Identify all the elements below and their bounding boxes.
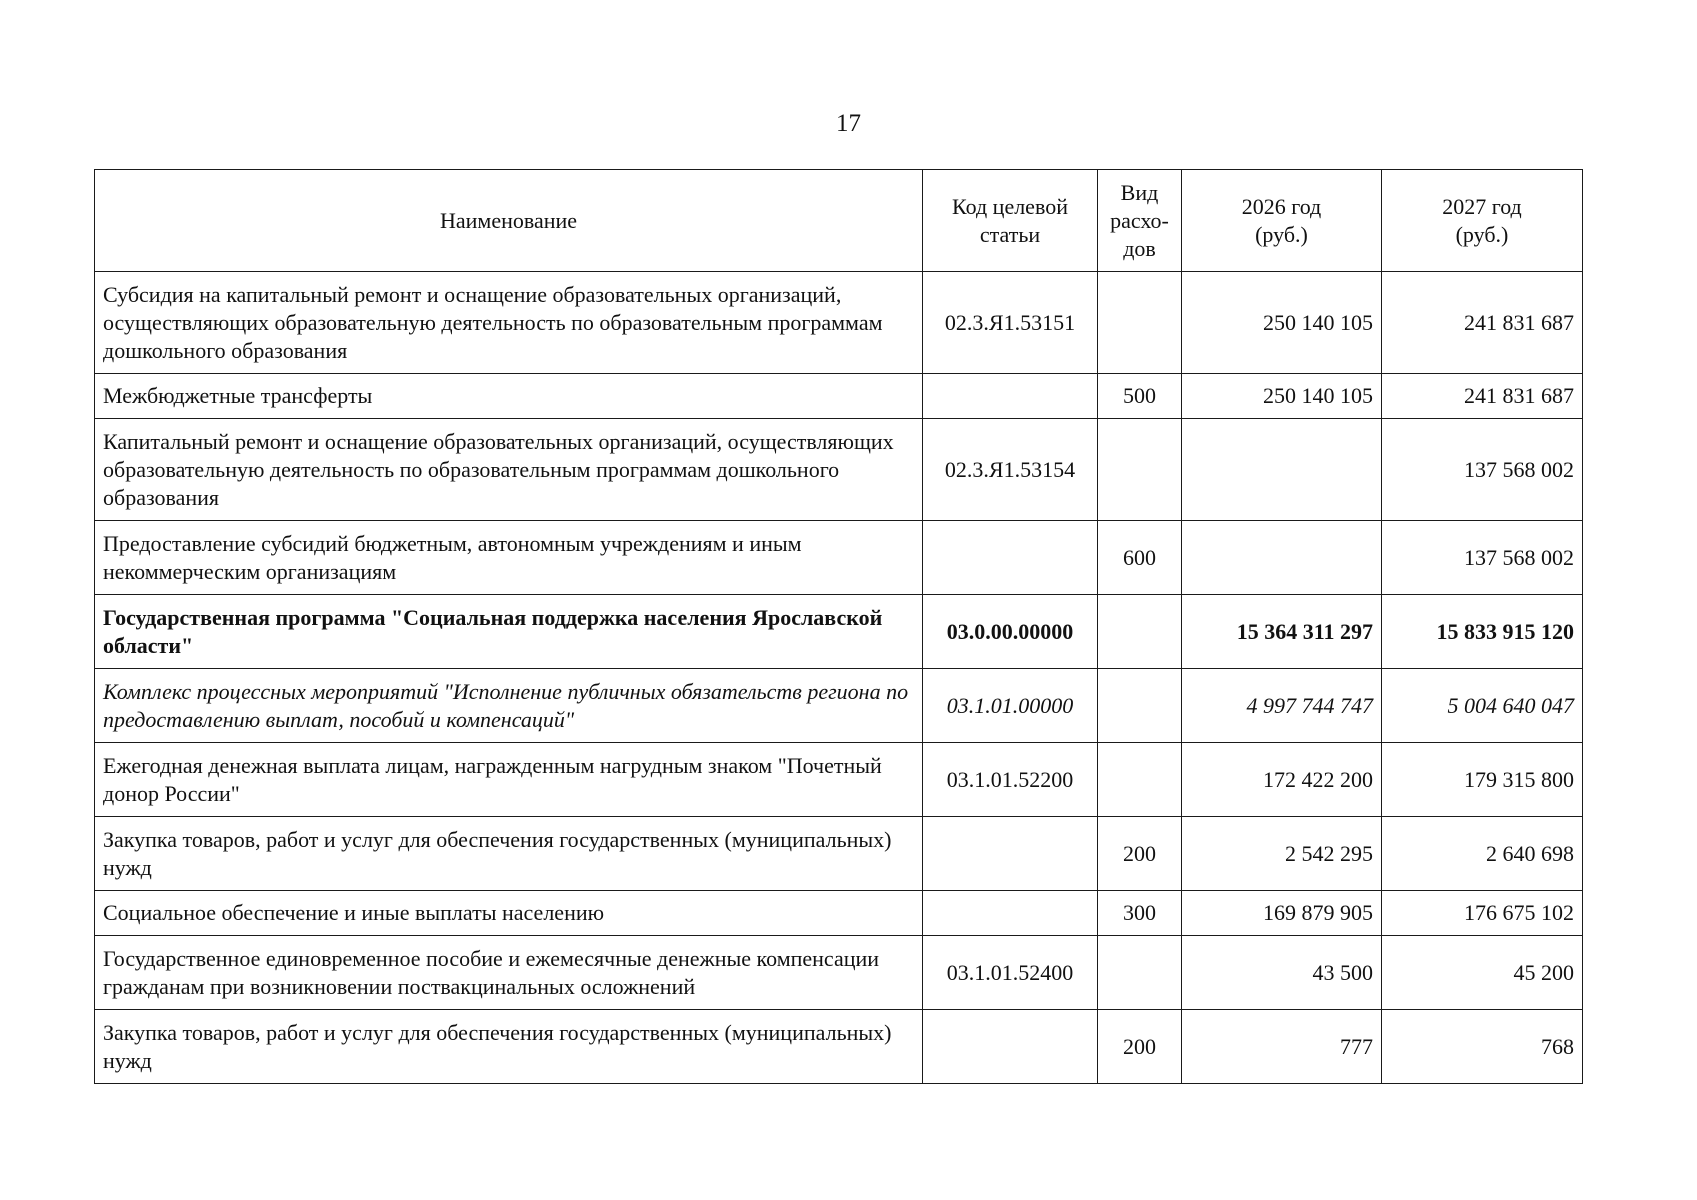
row-name-cell: Социальное обеспечение и иные выплаты населению: [95, 891, 923, 936]
table-row: [95, 817, 1583, 891]
table-row: [95, 936, 1583, 1010]
row-2026-cell: 777: [1182, 1010, 1382, 1084]
row-2027-cell: 179 315 800: [1382, 743, 1583, 817]
row-2027-cell: 768: [1382, 1010, 1583, 1084]
row-2027-cell: 137 568 002: [1382, 521, 1583, 595]
row-2027-cell: 45 200: [1382, 936, 1583, 1010]
table-row: [95, 669, 1583, 743]
header-kind-label: Вид расхо- дов: [1110, 179, 1169, 261]
row-kind-cell: [1098, 272, 1182, 374]
header-2027: [1382, 170, 1583, 272]
table-body: [95, 272, 1583, 1084]
row-2026-cell: [1182, 419, 1382, 521]
row-name-cell: Субсидия на капитальный ремонт и оснащение образовательных организаций, осуществляющих образовательную деятельность по образовательным программам дошкольного образования: [95, 272, 923, 374]
row-code-cell: [923, 891, 1098, 936]
row-code-cell: [923, 521, 1098, 595]
row-2026-cell: 43 500: [1182, 936, 1382, 1010]
header-2026: [1182, 170, 1382, 272]
row-kind-cell: [1098, 743, 1182, 817]
row-code-cell: [923, 374, 1098, 419]
row-code-cell: 02.3.Я1.53151: [923, 272, 1098, 374]
budget-table: [94, 169, 1583, 1084]
row-name-cell: Ежегодная денежная выплата лицам, награжденным нагрудным знаком "Почетный донор России": [95, 743, 923, 817]
header-row: [95, 170, 1583, 272]
row-code-cell: 03.1.01.52200: [923, 743, 1098, 817]
row-kind-cell: [1098, 419, 1182, 521]
row-kind-cell: 200: [1098, 1010, 1182, 1084]
row-kind-cell: 200: [1098, 817, 1182, 891]
row-code-cell: 02.3.Я1.53154: [923, 419, 1098, 521]
row-2027-cell: 137 568 002: [1382, 419, 1583, 521]
row-code-cell: 03.1.01.52400: [923, 936, 1098, 1010]
row-2027-cell: 241 831 687: [1382, 374, 1583, 419]
row-name-cell: Государственное единовременное пособие и ежемесячные денежные компенсации гражданам при возникновении поствакцинальных осложнений: [95, 936, 923, 1010]
table-row: [95, 521, 1583, 595]
header-kind: [1098, 170, 1182, 272]
row-kind-cell: 300: [1098, 891, 1182, 936]
row-2026-cell: 169 879 905: [1182, 891, 1382, 936]
table-header: [95, 170, 1583, 272]
row-2026-cell: 4 997 744 747: [1182, 669, 1382, 743]
row-2026-cell: 250 140 105: [1182, 272, 1382, 374]
table-row: [95, 1010, 1583, 1084]
row-name-cell: Межбюджетные трансферты: [95, 374, 923, 419]
row-name-cell: Комплекс процессных мероприятий "Исполнение публичных обязательств региона по предоставлению выплат, пособий и компенсаций": [95, 669, 923, 743]
row-2027-cell: 176 675 102: [1382, 891, 1583, 936]
row-name-cell: Государственная программа "Социальная поддержка населения Ярославской области": [95, 595, 923, 669]
row-2027-cell: 241 831 687: [1382, 272, 1583, 374]
row-2026-cell: 172 422 200: [1182, 743, 1382, 817]
row-2026-cell: 250 140 105: [1182, 374, 1382, 419]
row-name-cell: Капитальный ремонт и оснащение образовательных организаций, осуществляющих образовательную деятельность по образовательным программам дошкольного образования: [95, 419, 923, 521]
table-row: [95, 272, 1583, 374]
row-kind-cell: 600: [1098, 521, 1182, 595]
row-name-cell: Закупка товаров, работ и услуг для обеспечения государственных (муниципальных) нужд: [95, 1010, 923, 1084]
header-code: Код целевой статьи: [923, 170, 1098, 272]
row-code-cell: [923, 817, 1098, 891]
row-2026-cell: [1182, 521, 1382, 595]
table-row: [95, 595, 1583, 669]
row-2026-cell: 15 364 311 297: [1182, 595, 1382, 669]
header-2026-label: 2026 год (руб.): [1241, 193, 1322, 247]
row-2027-cell: 2 640 698: [1382, 817, 1583, 891]
table-row: [95, 419, 1583, 521]
row-2026-cell: 2 542 295: [1182, 817, 1382, 891]
row-kind-cell: [1098, 936, 1182, 1010]
row-2027-cell: 15 833 915 120: [1382, 595, 1583, 669]
header-name: Наименование: [95, 170, 923, 272]
table-row: [95, 891, 1583, 936]
row-kind-cell: [1098, 669, 1182, 743]
row-2027-cell: 5 004 640 047: [1382, 669, 1583, 743]
table-row: [95, 374, 1583, 419]
row-name-cell: Закупка товаров, работ и услуг для обеспечения государственных (муниципальных) нужд: [95, 817, 923, 891]
row-code-cell: [923, 1010, 1098, 1084]
header-2027-label: 2027 год (руб.): [1442, 193, 1522, 247]
row-kind-cell: [1098, 595, 1182, 669]
row-code-cell: 03.0.00.00000: [923, 595, 1098, 669]
row-kind-cell: 500: [1098, 374, 1182, 419]
row-code-cell: 03.1.01.00000: [923, 669, 1098, 743]
row-name-cell: Предоставление субсидий бюджетным, автономным учреждениям и иным некоммерческим организациям: [95, 521, 923, 595]
table-row: [95, 743, 1583, 817]
page-number: 17: [836, 110, 861, 137]
